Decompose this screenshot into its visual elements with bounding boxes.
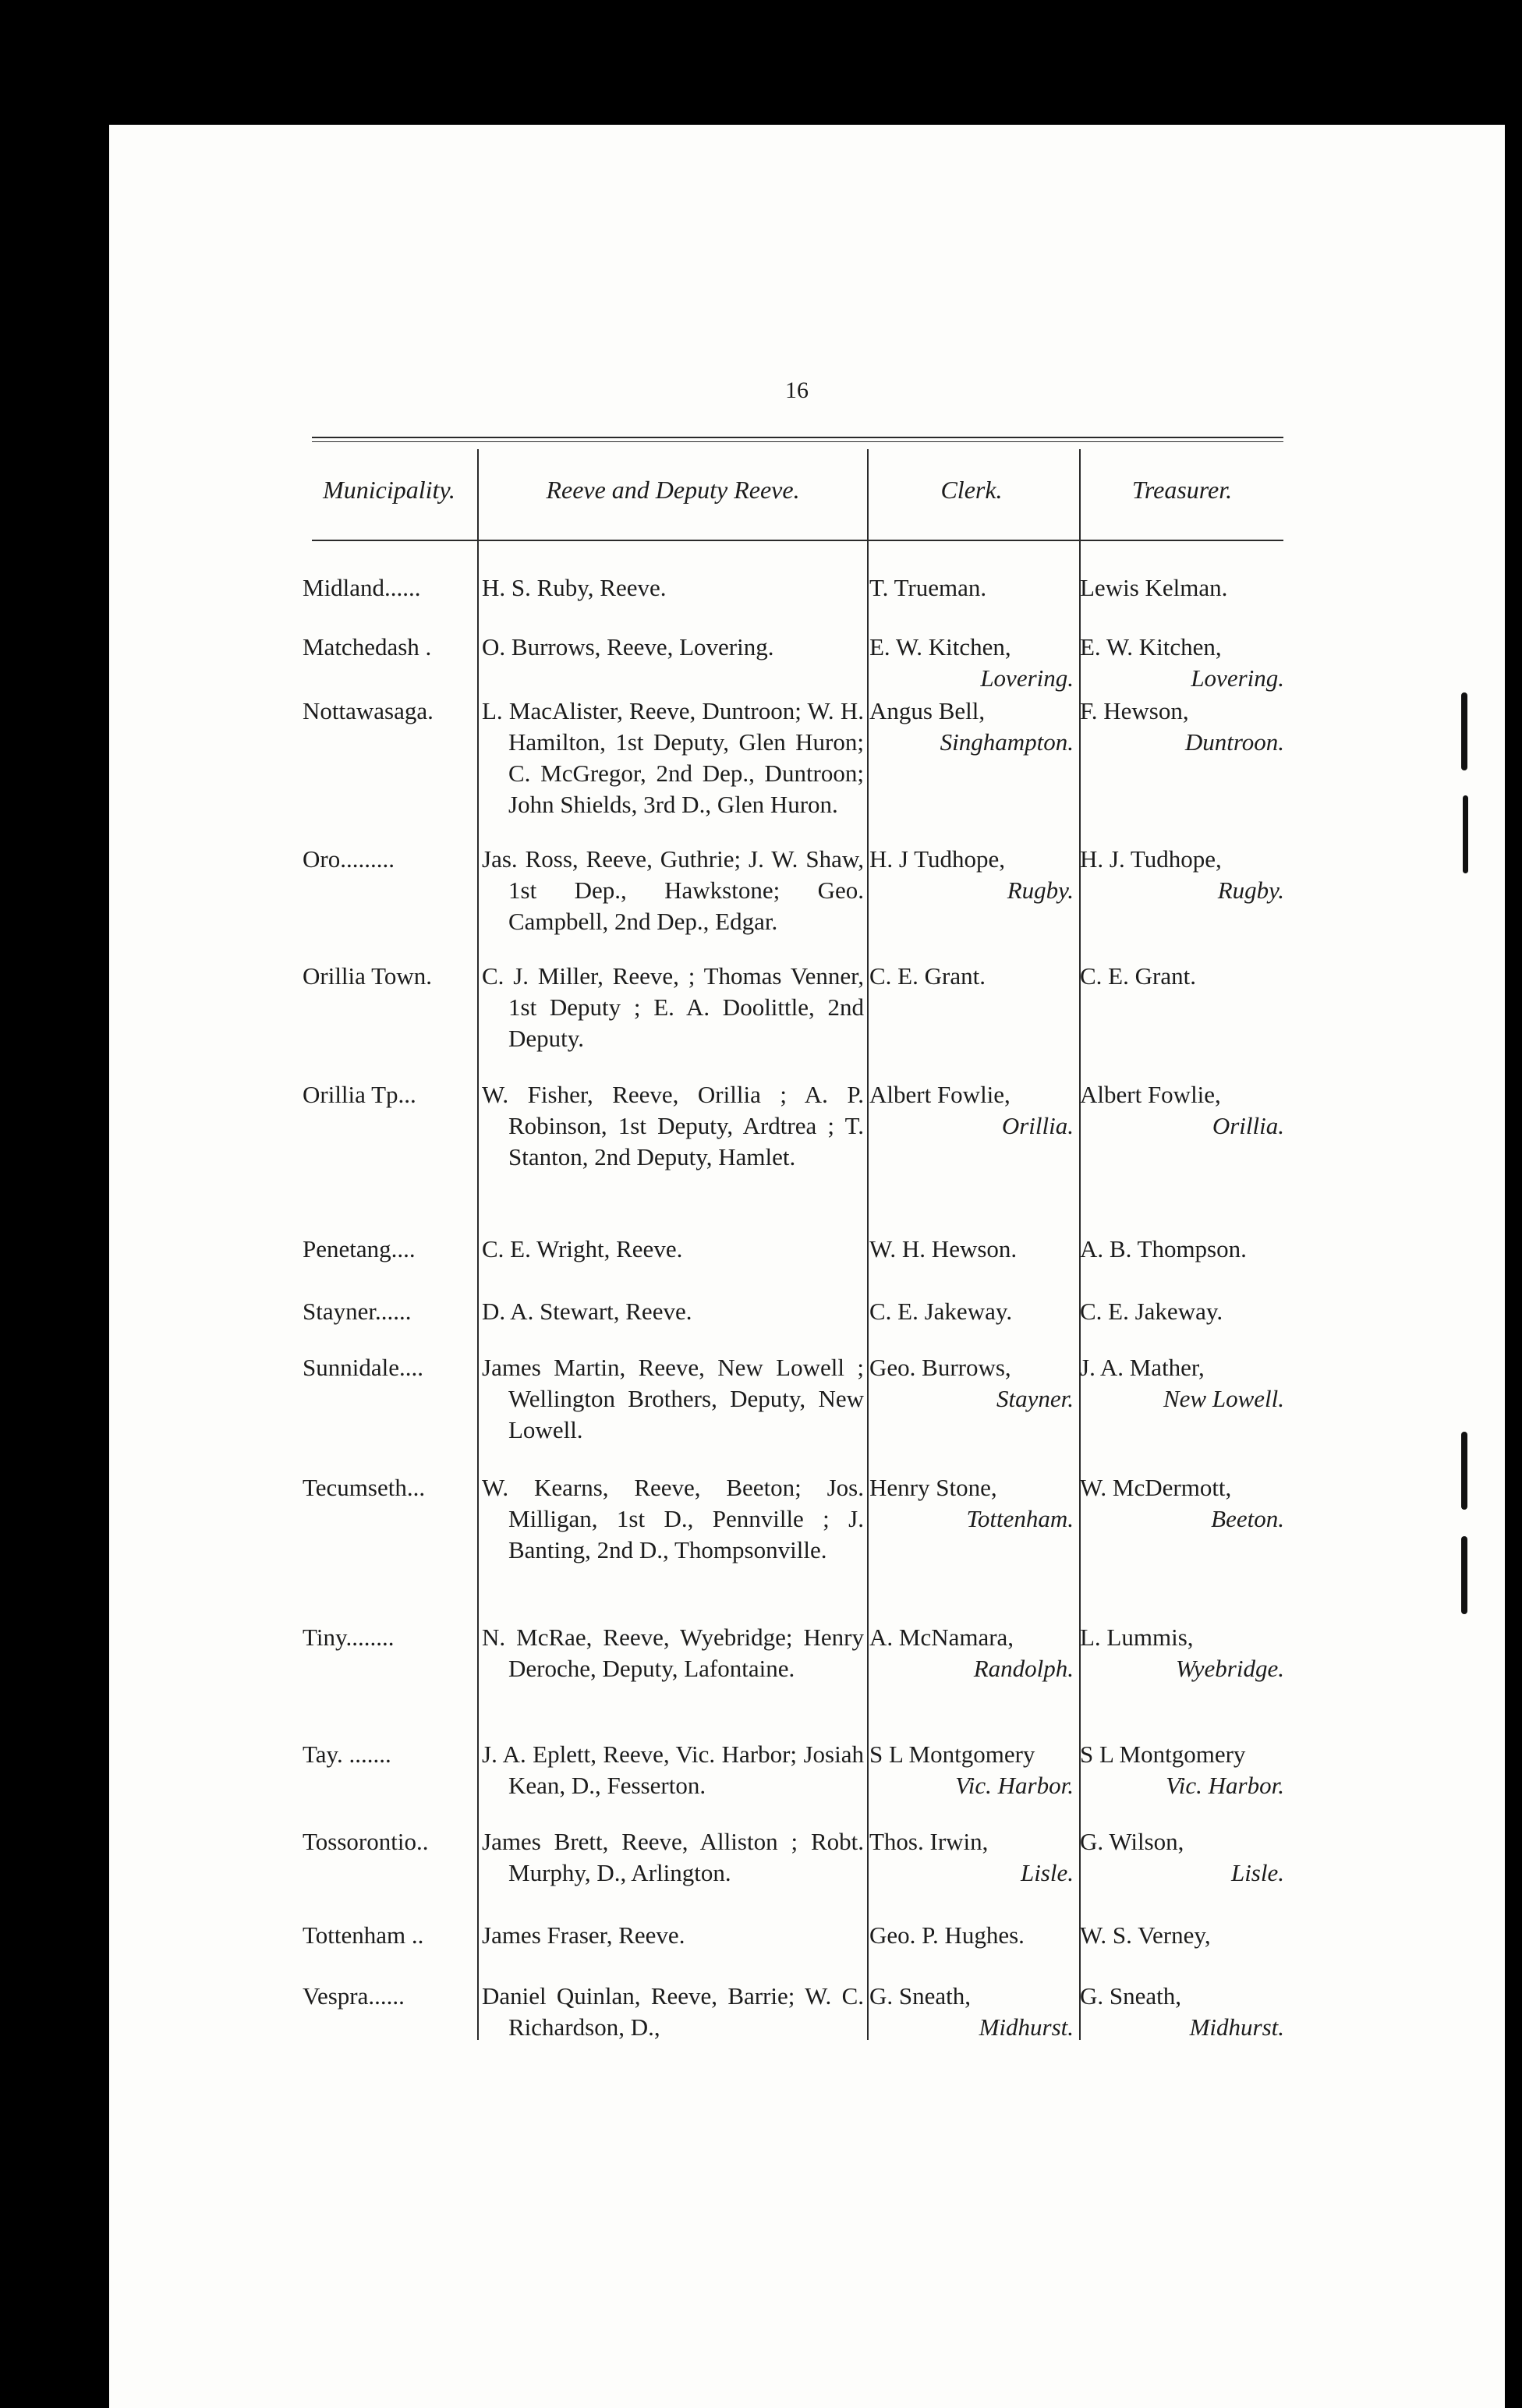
header-clerk: Clerk.: [940, 476, 1003, 504]
clerk-cell: Albert Fowlie, Orillia.: [869, 1081, 1074, 1139]
treasurer-cell: W. S. Verney,: [1080, 1921, 1211, 1949]
clerk-cell: S L Montgomery Vic. Harbor.: [869, 1740, 1074, 1799]
clerk-cell: G. Sneath, Midhurst.: [869, 1982, 1074, 2041]
clerk-cell: W. H. Hewson.: [869, 1235, 1018, 1262]
reeve-cell: James Fraser, Reeve.: [482, 1921, 685, 1949]
margin-mark: [1461, 1536, 1467, 1614]
clerk-cell: Henry Stone, Tottenham.: [869, 1474, 1074, 1532]
reeve-cell: D. A. Stewart, Reeve.: [482, 1298, 692, 1325]
clerk-cell: E. W. Kitchen, Lovering.: [869, 633, 1074, 692]
margin-mark: [1463, 795, 1468, 873]
municipality-cell: Nottawasaga.: [303, 697, 434, 724]
treasurer-cell: H. J. Tudhope, Rugby.: [1080, 845, 1284, 904]
reeve-cell: James Martin, Reeve, New Lowell ; Wellington Brothers, Deputy, New Lowell.: [482, 1354, 864, 1443]
treasurer-cell: F. Hewson, Duntroon.: [1080, 697, 1284, 756]
top-rule: [312, 437, 1283, 442]
clerk-cell: H. J Tudhope, Rugby.: [869, 845, 1074, 904]
treasurer-cell: W. McDermott, Beeton.: [1080, 1474, 1284, 1532]
treasurer-cell: C. E. Grant.: [1080, 962, 1196, 990]
treasurer-cell: E. W. Kitchen, Lovering.: [1080, 633, 1284, 692]
reeve-cell: O. Burrows, Reeve, Lovering.: [482, 633, 774, 660]
reeve-cell: C. E. Wright, Reeve.: [482, 1235, 683, 1262]
reeve-cell: C. J. Miller, Reeve, ; Thomas Venner, 1st Deputy ; E. A. Doolittle, 2nd Deputy.: [482, 962, 864, 1052]
header-municipality: Municipality.: [323, 476, 455, 504]
header-treasurer: Treasurer.: [1131, 476, 1233, 504]
municipality-cell: Orillia Town.: [303, 962, 433, 990]
reeve-cell: H. S. Ruby, Reeve.: [482, 574, 667, 601]
treasurer-cell: C. E. Jakeway.: [1080, 1298, 1223, 1325]
treasurer-cell: L. Lummis, Wyebridge.: [1080, 1624, 1284, 1682]
clerk-cell: Geo. P. Hughes.: [869, 1921, 1025, 1949]
municipality-cell: Tiny........: [303, 1624, 395, 1651]
municipality-cell: Orillia Tp...: [303, 1081, 416, 1108]
treasurer-cell: A. B. Thompson.: [1080, 1235, 1247, 1262]
clerk-cell: C. E. Grant.: [869, 962, 986, 990]
municipality-cell: Stayner......: [303, 1298, 412, 1325]
reeve-cell: Jas. Ross, Reeve, Guthrie; J. W. Shaw, 1st Dep., Hawkstone; Geo. Campbell, 2nd Dep., Edgar.: [482, 845, 864, 935]
clerk-cell: C. E. Jakeway.: [869, 1298, 1013, 1325]
municipality-cell: Matchedash .: [303, 633, 432, 660]
treasurer-cell: Lewis Kelman.: [1080, 574, 1228, 601]
clerk-cell: Geo. Burrows, Stayner.: [869, 1354, 1074, 1412]
column-divider-1: [477, 449, 479, 2040]
document-page: [109, 125, 1505, 2408]
reeve-cell: Daniel Quinlan, Reeve, Barrie; W. C. Richardson, D.,: [482, 1982, 864, 2041]
municipality-cell: Penetang....: [303, 1235, 416, 1262]
municipality-cell: Tecumseth...: [303, 1474, 426, 1501]
clerk-cell: Angus Bell, Singhampton.: [869, 697, 1074, 756]
margin-mark: [1461, 692, 1467, 770]
reeve-cell: W. Kearns, Reeve, Beeton; Jos. Milligan, 1st D., Pennville ; J. Banting, 2nd D., Thompsonville.: [482, 1474, 864, 1563]
reeve-cell: W. Fisher, Reeve, Orillia ; A. P. Robinson, 1st Deputy, Ardtrea ; T. Stanton, 2nd Deputy, Hamlet.: [482, 1081, 864, 1170]
margin-mark: [1461, 1432, 1467, 1510]
clerk-cell: Thos. Irwin, Lisle.: [869, 1828, 1074, 1886]
municipality-cell: Midland......: [303, 574, 421, 601]
clerk-cell: T. Trueman.: [869, 574, 987, 601]
treasurer-cell: G. Sneath, Midhurst.: [1080, 1982, 1284, 2041]
header-reeve: Reeve and Deputy Reeve.: [546, 476, 800, 504]
reeve-cell: N. McRae, Reeve, Wyebridge; Henry Deroche, Deputy, Lafontaine.: [482, 1624, 864, 1682]
reeve-cell: J. A. Eplett, Reeve, Vic. Harbor; Josiah Kean, D., Fesserton.: [482, 1740, 864, 1799]
municipality-cell: Sunnidale....: [303, 1354, 423, 1381]
municipality-cell: Vespra......: [303, 1982, 405, 2010]
treasurer-cell: J. A. Mather, New Lowell.: [1080, 1354, 1284, 1412]
clerk-cell: A. McNamara, Randolph.: [869, 1624, 1074, 1682]
treasurer-cell: Albert Fowlie, Orillia.: [1080, 1081, 1284, 1139]
reeve-cell: James Brett, Reeve, Alliston ; Robt. Murphy, D., Arlington.: [482, 1828, 864, 1886]
municipality-cell: Tottenham ..: [303, 1921, 424, 1949]
header-rule: [312, 540, 1283, 541]
page-number: 16: [785, 377, 809, 403]
treasurer-cell: S L Montgomery Vic. Harbor.: [1080, 1740, 1284, 1799]
municipality-cell: Oro.........: [303, 845, 395, 873]
treasurer-cell: G. Wilson, Lisle.: [1080, 1828, 1284, 1886]
reeve-cell: L. MacAlister, Reeve, Duntroon; W. H. Hamilton, 1st Deputy, Glen Huron; C. McGregor, 2nd Dep., Duntroon; John Shields, 3rd D., Glen Huron.: [482, 697, 864, 818]
column-divider-2: [867, 449, 869, 2040]
municipality-cell: Tossorontio..: [303, 1828, 429, 1855]
municipality-cell: Tay. .......: [303, 1740, 391, 1768]
